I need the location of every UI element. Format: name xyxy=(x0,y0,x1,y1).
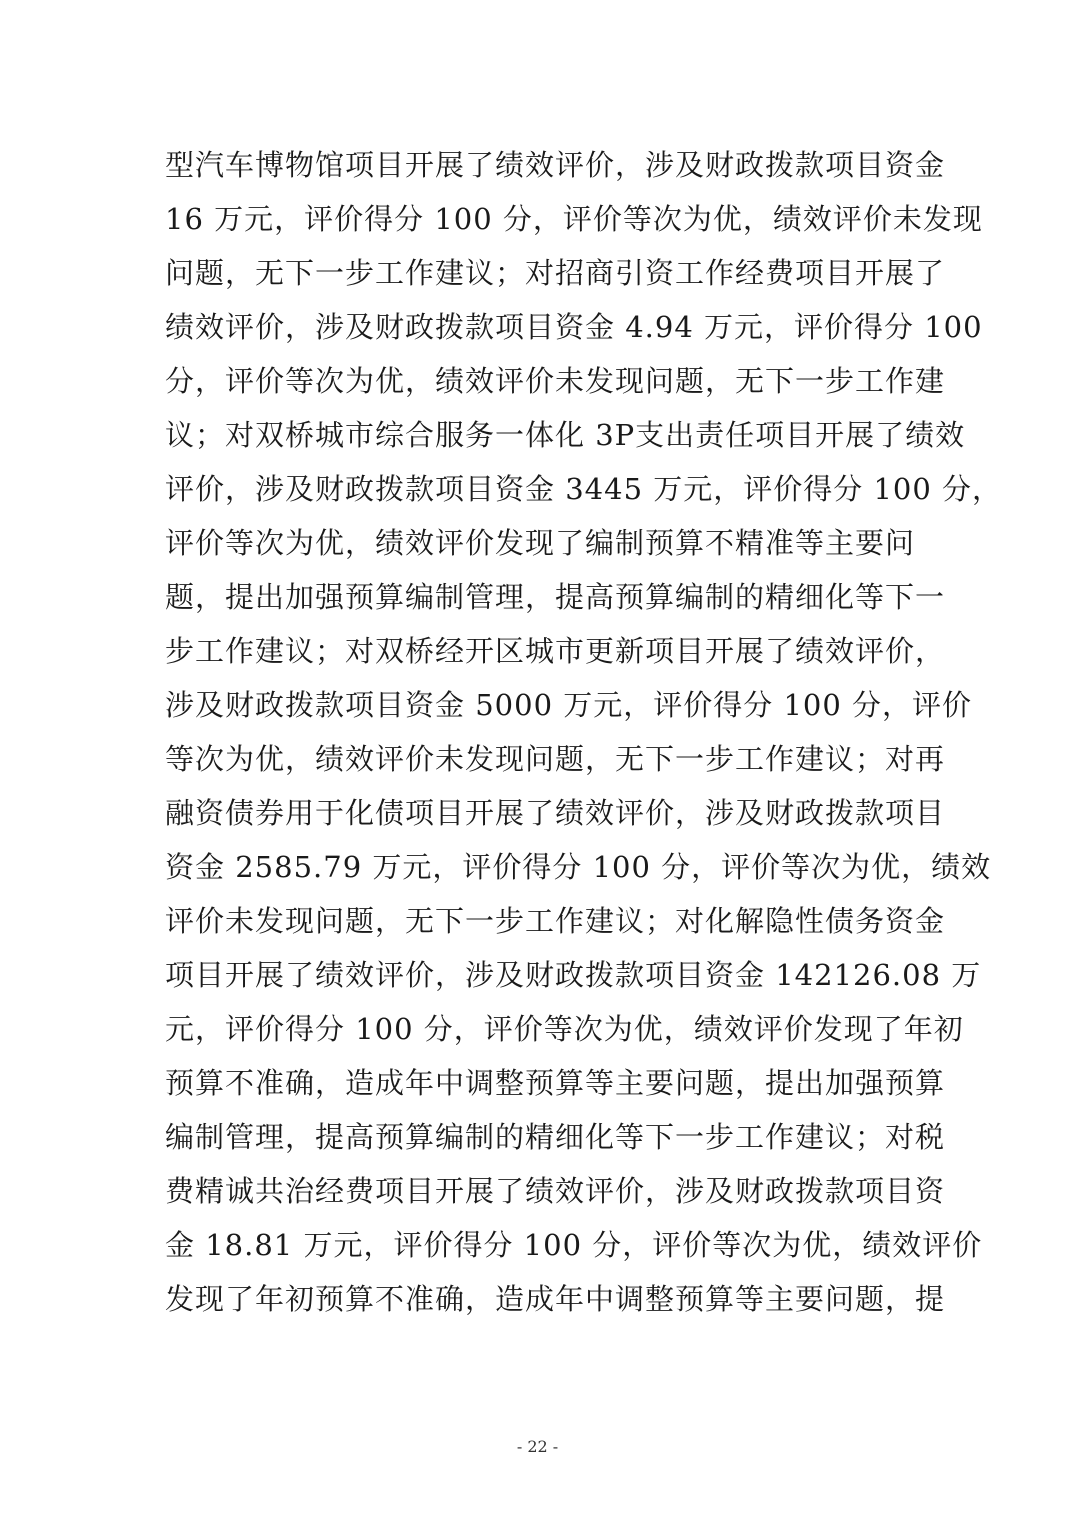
text-line: 元，评价得分 100 分，评价等次为优，绩效评价发现了年初 xyxy=(165,1012,964,1046)
body-text xyxy=(165,138,1003,1326)
text-line: 金 18.81 万元，评价得分 100 分，评价等次为优，绩效评价 xyxy=(165,1228,983,1262)
text-line: 分，评价等次为优，绩效评价未发现问题，无下一步工作建 xyxy=(165,364,946,398)
text-line: 型汽车博物馆项目开展了绩效评价，涉及财政拨款项目资金 xyxy=(165,148,946,182)
page-number: - 22 - xyxy=(516,1437,559,1456)
text-line: 评价等次为优，绩效评价发现了编制预算不精准等主要问 xyxy=(165,526,916,560)
text-line: 题，提出加强预算编制管理，提高预算编制的精细化等下一 xyxy=(165,580,946,614)
text-line: 绩效评价，涉及财政拨款项目资金 4.94 万元，评价得分 100 xyxy=(165,310,983,344)
text-line: 费精诚共治经费项目开展了绩效评价，涉及财政拨款项目资 xyxy=(165,1174,946,1208)
text-line: 16 万元，评价得分 100 分，评价等次为优，绩效评价未发现 xyxy=(165,202,983,236)
text-line: 评价未发现问题，无下一步工作建议；对化解隐性债务资金 xyxy=(165,904,946,938)
text-line: 评价，涉及财政拨款项目资金 3445 万元，评价得分 100 分， xyxy=(165,472,1003,506)
text-line: 预算不准确，造成年中调整预算等主要问题，提出加强预算 xyxy=(165,1066,946,1100)
text-line: 项目开展了绩效评价，涉及财政拨款项目资金 142126.08 万 xyxy=(165,958,982,992)
text-line: 等次为优，绩效评价未发现问题，无下一步工作建议；对再 xyxy=(165,742,946,776)
text-line: 议；对双桥城市综合服务一体化 3P支出责任项目开展了绩效 xyxy=(165,418,966,452)
text-line: 步工作建议；对双桥经开区城市更新项目开展了绩效评价， xyxy=(165,634,946,668)
text-line: 融资债券用于化债项目开展了绩效评价，涉及财政拨款项目 xyxy=(165,796,946,830)
text-line: 涉及财政拨款项目资金 5000 万元，评价得分 100 分，评价 xyxy=(165,688,973,722)
text-line: 资金 2585.79 万元，评价得分 100 分，评价等次为优，绩效 xyxy=(165,850,992,884)
text-line: 问题，无下一步工作建议；对招商引资工作经费项目开展了 xyxy=(165,256,946,290)
text-line: 编制管理，提高预算编制的精细化等下一步工作建议；对税 xyxy=(165,1120,946,1154)
text-line: 发现了年初预算不准确，造成年中调整预算等主要问题，提 xyxy=(165,1282,946,1316)
